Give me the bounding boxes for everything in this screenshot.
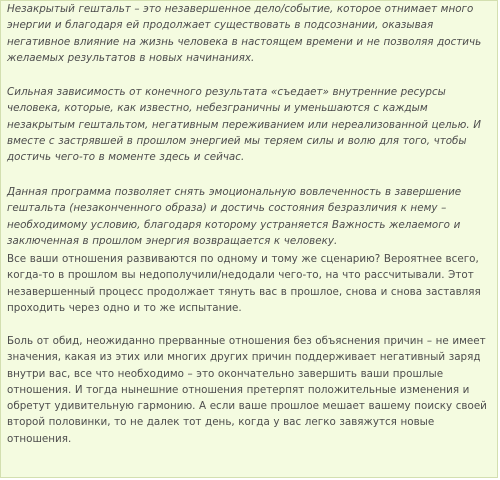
paragraph-program-description: Данная программа позволяет снять эмоциональную вовлеченность в завершение гештальта (незаконченного образа) и достичь состояния безразличия к нему – необходимому условию, благодаря которому устраняется Важность желаемого и заключенная в прошлом энергия возвращается к человеку.: [7, 186, 462, 247]
paragraph-dependence-on-result: Сильная зависимость от конечного результата «съедает» внутренние ресурсы человека, которые, как известно, небезграничны и уменьшаются с каждым незакрытым гештальтом, негативным переживанием или нереализованной целью. И вместе с застрявшей в прошлом энергией мы теряем силы и волю для того, чтобы достичь чего-то в моменте здесь и сейчас.: [7, 86, 481, 164]
paragraph-gestalt-definition: Незакрытый гештальт – это незавершенное дело/событие, которое отнимает много энергии и благодаря ей продолжает существовать в подсознании, оказывая негативное влияние на жизнь человека в настоящем времени и не позволяя достичь желаемых результатов в новых начинаниях.: [7, 3, 482, 64]
paragraph-resentment-and-harmony: Боль от обид, неожиданно прерванные отношения без объяснения причин – не имеет значения, какая из этих или многих других причин поддерживает негативный заряд внутри вас, все что необходимо – это окончательно завершить ваши прошлые отношения. И тогда нынешние отношения претерпят положительные изменения и обретут удивительную гармонию. А если ваше прошлое мешает вашему поиску своей второй половинки, то не далек тот день, когда у вас легко завяжутся новые отношения.: [7, 335, 487, 445]
paragraph-relationship-scenario: Все ваши отношения развиваются по одному и тому же сценарию? Вероятнее всего, когда-то в прошлом вы недополучили/недодали чего-то, на что рассчитывали. Этот незавершенный процесс продолжает тянуть вас в прошлое, снова и снова заставляя проходить через одно и то же испытание.: [7, 253, 481, 314]
